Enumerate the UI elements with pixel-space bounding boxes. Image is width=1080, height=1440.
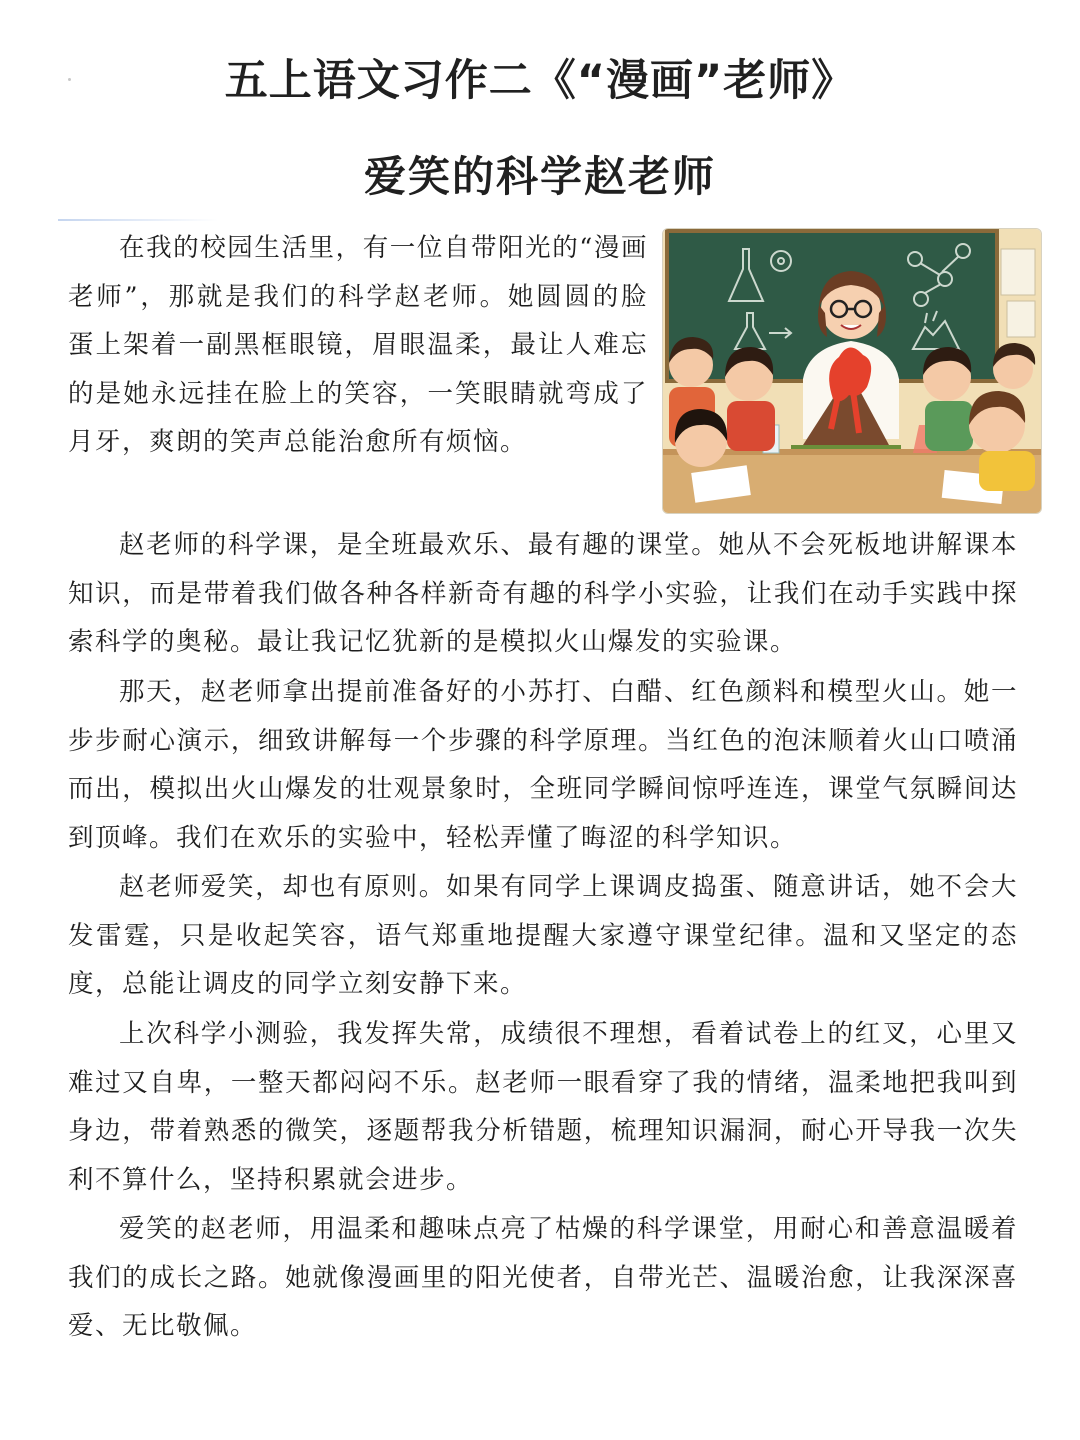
title-divider xyxy=(58,219,218,221)
paragraph-3: 那天，赵老师拿出提前准备好的小苏打、白醋、红色颜料和模型火山。她一步步耐心演示，细致讲解每一个步骤的科学原理。当红色的泡沫顺着火山口喷涌而出，模拟出火山爆发的壮观景象时，全班同学瞬间惊呼连连，课堂气氛瞬间达到顶峰。我们在欢乐的实验中，轻松弄懂了晦涩的科学知识。 xyxy=(68,677,1018,853)
paragraph-5: 上次科学小测验，我发挥失常，成绩很不理想，看着试卷上的红叉，心里又难过又自卑，一整天都闷闷不乐。赵老师一眼看穿了我的情绪，温柔地把我叫到身边，带着熟悉的微笑，逐题帮我分析错题，梳理知识漏洞，耐心开导我一次失利不算什么，坚持积累就会进步。 xyxy=(68,1019,1018,1195)
classroom-science-illustration xyxy=(662,228,1042,514)
paragraph-6: 爱笑的赵老师，用温柔和趣味点亮了枯燥的科学课堂，用耐心和善意温暖着我们的成长之路。她就像漫画里的阳光使者，自带光芒、温暖治愈，让我深深喜爱、无比敬佩。 xyxy=(68,1214,1018,1342)
page-title: 五上语文习作二《“漫画”老师》 xyxy=(224,56,856,106)
paragraph-1: 在我的校园生活里，有一位自带阳光的“漫画老师”，那就是我们的科学赵老师。她圆圆的脸蛋上架着一副黑框眼镜，眉眼温柔，最让人难忘的是她永远挂在脸上的笑容，一笑眼睛就弯成了月牙，爽朗的笑声总能治愈所有烦恼。 xyxy=(68,233,648,458)
paragraph-4: 赵老师爱笑，却也有原则。如果有同学上课调皮捣蛋、随意讲话，她不会大发雷霆，只是收起笑容，语气郑重地提醒大家遵守课堂纪律。温和又坚定的态度，总能让调皮的同学立刻安静下来。 xyxy=(68,872,1018,1000)
essay-subtitle: 爱笑的科学赵老师 xyxy=(363,152,716,201)
paragraph-2: 赵老师的科学课，是全班最欢乐、最有趣的课堂。她从不会死板地讲解课本知识，而是带着我们做各种各样新奇有趣的科学小实验，让我们在动手实践中探索科学的奥秘。最让我记忆犹新的是模拟火山爆发的实验课。 xyxy=(68,530,1018,658)
